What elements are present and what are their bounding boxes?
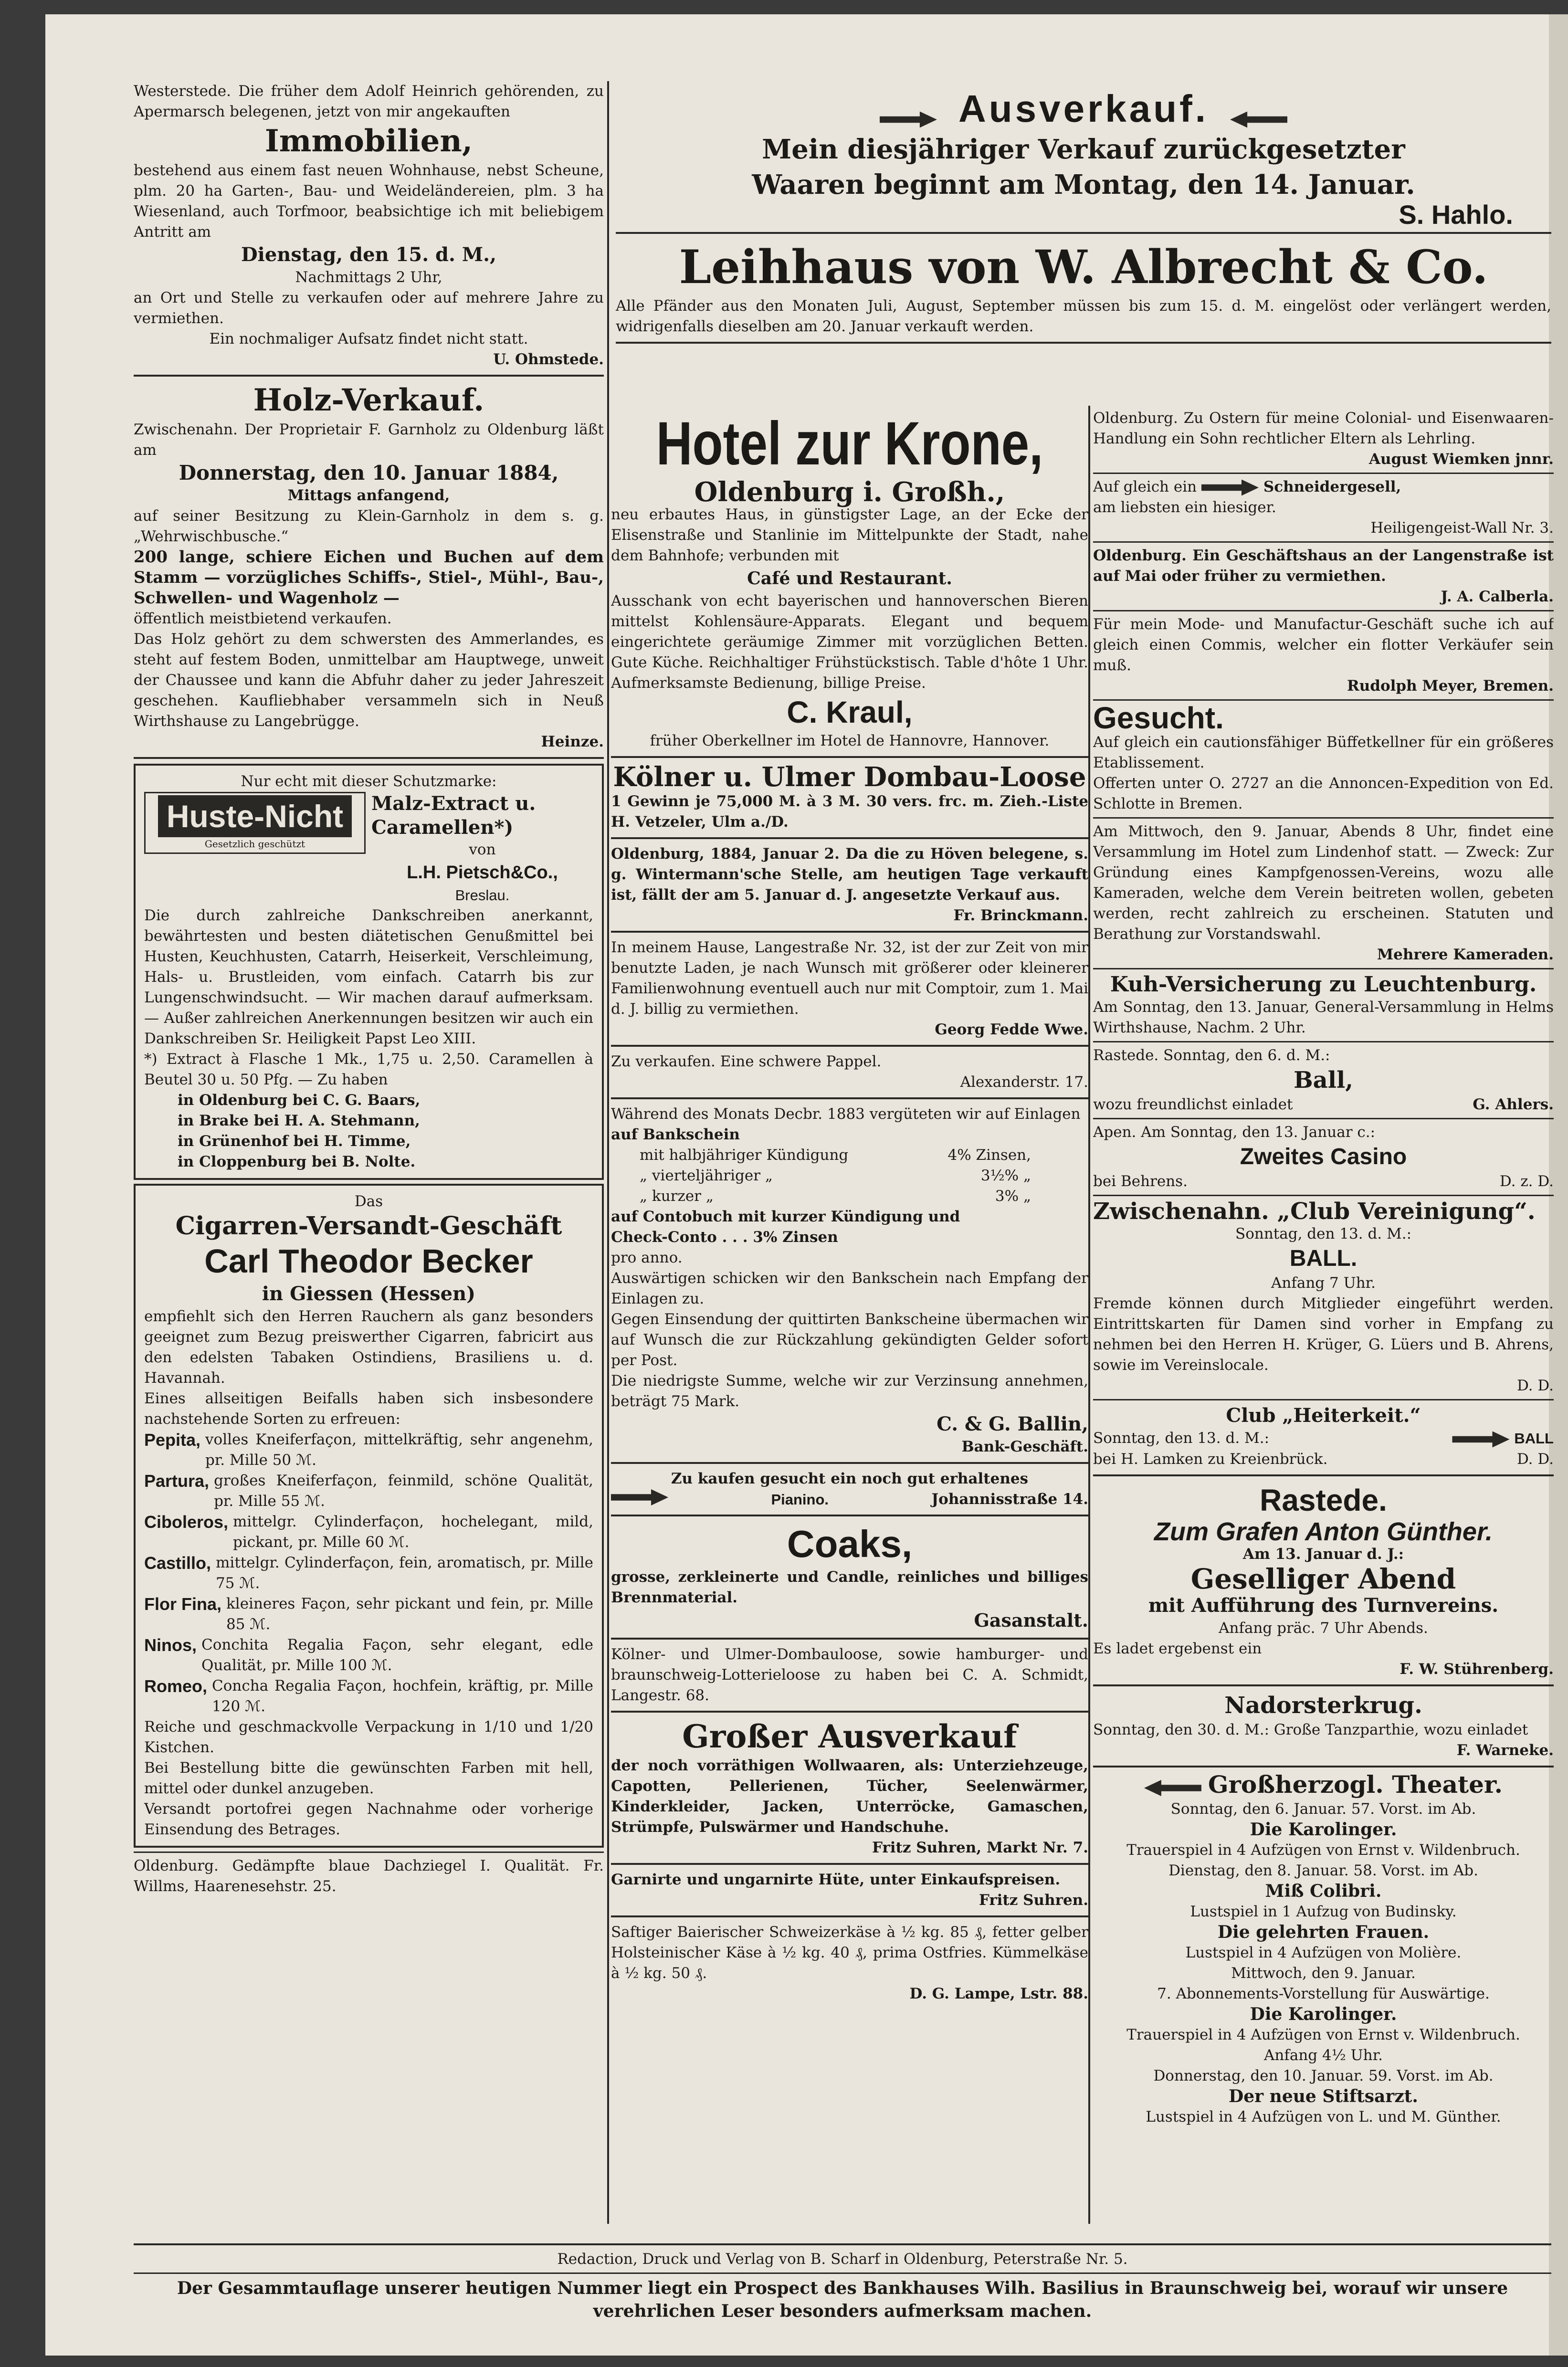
theater-program — [1093, 1799, 1554, 2127]
top-banner — [616, 81, 1551, 348]
club-sign: D. D. — [1516, 1377, 1554, 1394]
huste-nicht-ad — [134, 764, 604, 1180]
cig-item — [144, 1430, 593, 1471]
kaese-sign: D. G. Lampe, Lstr. 88. — [909, 1985, 1088, 2002]
leihhaus-text: Alle Pfänder aus den Monaten Juli, August, September müssen bis zum 15. d. M. eingelöst oder verlängert werden, widrigenfalls dieselben am 20. Januar verkauft werden. — [616, 297, 1551, 335]
meyer-text: Für mein Mode- und Manufactur-Geschäft suche ich auf gleich einen Commis, welcher ein flotter Verkäufer sein muß. — [1093, 616, 1554, 674]
huete-sign: Fritz Suhren. — [979, 1892, 1088, 1909]
rastede-line: Rastede. Sonntag, den 6. d. M.: — [1093, 1047, 1330, 1064]
holz-date: Donnerstag, den 10. Januar 1884, — [179, 461, 559, 484]
hotel-title: Hotel zur Krone, — [656, 410, 1043, 478]
cig-item-name: Flor Fina, — [144, 1594, 221, 1614]
bank-sign: C. & G. Ballin, — [937, 1413, 1088, 1435]
cigarren-ad — [134, 1184, 604, 1848]
bank-conto: auf Contobuch mit kurzer Kündigung und — [611, 1208, 960, 1225]
column-rule — [607, 81, 609, 2224]
theater-line: Die gelehrten Frauen. — [1217, 1922, 1430, 1942]
bank-rate-value: 4% Zinsen, — [947, 1147, 1031, 1164]
theater-line: Anfang 4½ Uhr. — [1264, 2047, 1383, 2064]
theater-line: Die Karolinger. — [1250, 1820, 1397, 1840]
geselliger-abend: Geselliger Abend — [1190, 1563, 1456, 1595]
pappel-addr: Alexanderstr. 17. — [960, 1073, 1088, 1091]
theater-line: Miß Colibri. — [1265, 1881, 1382, 1901]
bank-rate-label: „ kurzer „ — [640, 1188, 714, 1205]
theater-line: Lustspiel in 4 Aufzügen von L. und M. Günther. — [1146, 2108, 1501, 2125]
cig-item-desc: Conchita Regalia Façon, sehr elegant, edle Qualität, pr. Mille 100 ℳ. — [201, 1636, 593, 1674]
gesucht-text: Offerten unter O. 2727 an die Annoncen-Expedition von Ed. Schlotte in Bremen. — [1093, 775, 1554, 812]
casino-loc: bei Behrens. — [1093, 1173, 1188, 1190]
gross-ausverkauf-text: der noch vorräthigen Wollwaaren, als: Unterziehzeuge, Capotten, Pellerienen, Tücher, Seelenwärmer, Kinderkleider, Jacken, Unterröcke, Gamaschen, Strümpfe, Pulswärmer und Handschuhe. — [611, 1757, 1088, 1836]
piano-addr: Johannisstraße 14. — [931, 1491, 1088, 1508]
cig-item-name: Romeo, — [144, 1676, 208, 1696]
kameraden-text: Am Mittwoch, den 9. Januar, Abends 8 Uhr, findet eine Versammlung im Hotel zum Lindenhof statt. — Zweck: Zur Gründung eines Kampfgenossen-Vereins, wozu alle Kameraden, welche dem Verein beitreten wollen, gebeten werden, recht zahlreich zu erscheinen. Statuten und Berathung zur Vorstandswahl. — [1093, 823, 1554, 943]
theater-line: Lustspiel in 4 Aufzügen von Molière. — [1185, 1944, 1462, 1961]
gesucht-text: Auf gleich ein cautionsfähiger Büffetkellner für ein größeres Etablissement. — [1093, 734, 1554, 771]
wintermann-text: Oldenburg, 1884, Januar 2. Da die zu Höven belegene, s. g. Wintermann'sche Stelle, am heutigen Tage verkauft ist, fällt der am 5. Januar d. J. angesetzte Verkauf aus. — [611, 845, 1088, 904]
kameraden-sign: Mehrere Kameraden. — [1377, 946, 1554, 963]
huste-dealers — [144, 1090, 593, 1172]
cig-item-name: Ninos, — [144, 1635, 197, 1655]
nador-sign: F. Warneke. — [1456, 1742, 1554, 1759]
guenther-text: Es ladet ergebenst ein — [1093, 1640, 1262, 1657]
imprint: Redaction, Druck und Verlag von B. Scharf in Oldenburg, Peterstraße Nr. 5. — [557, 2251, 1128, 2268]
cig-item-desc: mittelgr. Cylinderfaçon, hochelegant, mild, pickant, pr. Mille 60 ℳ. — [233, 1513, 593, 1551]
bank-rate-value: 3% „ — [995, 1188, 1031, 1205]
holz-signature: Heinze. — [541, 733, 604, 750]
holz-text: öffentlich meistbietend verkaufen. — [134, 610, 392, 627]
theater-line: Dienstag, den 8. Januar. 58. Vorst. im Ab. — [1168, 1862, 1478, 1879]
fedde-sign: Georg Fedde Wwe. — [935, 1021, 1088, 1038]
ausverkauf-line: Mein diesjähriger Verkauf zurückgesetzter — [762, 134, 1405, 165]
huste-head: Nur echt mit dieser Schutzmarke: — [241, 773, 497, 790]
bank-text: Während des Monats Decbr. 1883 vergüteten wir auf Einlagen — [611, 1105, 1081, 1123]
huste-dealer: in Grünenhof bei H. Timme, — [178, 1133, 411, 1150]
hotel-owner-text: früher Oberkellner im Hotel de Hannovre, Hannover. — [650, 732, 1050, 749]
cig-item — [144, 1512, 593, 1553]
calberla-sign: J. A. Calberla. — [1441, 588, 1554, 605]
piano-text: Zu kaufen gesucht ein noch gut erhaltenes — [671, 1470, 1029, 1487]
wiemken-sign: August Wiemken jnnr. — [1368, 451, 1554, 468]
cig-title: Cigarren-Versandt-Geschäft — [175, 1211, 562, 1241]
casino-title: Zweites Casino — [1240, 1144, 1407, 1169]
kuh-title: Kuh-Versicherung zu Leuchtenburg. — [1110, 972, 1537, 997]
wiemken-text: Oldenburg. Zu Ostern für meine Colonial- und Eisenwaaren-Handlung ein Sohn rechtlicher Eltern als Lehrling. — [1093, 410, 1554, 447]
bank-rate-label: mit halbjähriger Kündigung — [640, 1147, 849, 1164]
guenther-title: Zum Grafen Anton Günther. — [1154, 1517, 1493, 1546]
gross-ausverkauf-sign: Fritz Suhren, Markt Nr. 7. — [872, 1839, 1088, 1856]
huste-city: Breslau. — [455, 887, 510, 904]
hotel-city: Oldenburg i. Großh., — [694, 476, 1005, 508]
pointing-hand-icon — [1452, 1431, 1509, 1448]
cig-text: Reiche und geschmackvolle Verpackung in 1/10 und 1/20 Kistchen. — [144, 1718, 593, 1756]
hotel-text: Ausschank von echt bayerischen und hannoverschen Bieren mittelst Kohlensäure-Apparats. Elegant und bequem eingerichtete geräumige Zimmer mit vorzüglichen Betten. Gute Küche. Reichhaltiger Frühstückstisch. Table d'hôte 1 Uhr. Aufmerksamste Bedienung, billige Preise. — [611, 592, 1088, 692]
pointing-hand-icon — [611, 1489, 668, 1505]
cig-item-desc: Concha Regalia Façon, hochfein, kräftig, pr. Mille 120 ℳ. — [212, 1677, 593, 1715]
theater-line: Mittwoch, den 9. Januar. — [1231, 1965, 1416, 1982]
pointing-hand-icon — [1144, 1780, 1201, 1796]
cig-item — [144, 1553, 593, 1594]
cig-name: Carl Theodor Becker — [204, 1242, 533, 1280]
heiterkeit-title: Club „Heiterkeit.“ — [1226, 1404, 1421, 1427]
cig-item — [144, 1676, 593, 1717]
auffuehrung: mit Aufführung des Turnvereins. — [1148, 1594, 1499, 1617]
ausverkauf-line: Waaren beginnt am Montag, den 14. Januar. — [752, 169, 1415, 200]
holz-text: auf seiner Besitzung zu Klein-Garnholz in dem s. g. „Wehrwischbusche.“ — [134, 507, 604, 545]
huste-text: Die durch zahlreiche Dankschreiben anerkannt, bewährtesten und besten diätetischen Genußmittel bei Husten, Keuchhusten, Catarrh, Heiserkeit, Verschleimung, Hals- u. Brustleiden, vom einfach. Catarrh bis zur Lungenschwindsucht. — Wir machen darauf aufmerksam. — Außer zahlreichen Anerkennungen besitzen wir auch ein Dankschreiben Sr. Heiligkeit Papst Leo XIII. — [144, 907, 593, 1047]
kuh-text: Am Sonntag, den 13. Januar, General-Versammlung in Helms Wirthshause, Nachm. 2 Uhr. — [1093, 999, 1554, 1036]
cig-item-name: Pepita, — [144, 1430, 201, 1450]
coaks-title: Coaks, — [787, 1523, 913, 1565]
kaese-text: Saftiger Baierischer Schweizerkäse à ½ kg. 85 ₰, fetter gelber Holsteinischer Käse à ½ kg. 40 ₰, prima Ostfries. Kümmelkäse à ½ kg. 50 ₰. — [611, 1924, 1088, 1982]
coaks-text: grosse, zerkleinerte und Candle, reinliches und billiges Brennmaterial. — [611, 1568, 1088, 1606]
immobilien-text: Ein nochmaliger Aufsatz findet nicht statt. — [209, 330, 528, 347]
club-text: Fremde können durch Mitglieder eingeführt werden. Eintrittskarten für Damen sind vorher in Empfang zu nehmen bei den Herren H. Krüger, G. Lüers und B. Ahrens, sowie im Vereinslocale. — [1093, 1295, 1554, 1374]
bank-rate-row — [611, 1145, 1088, 1166]
huste-firm: L.H. Pietsch&Co., — [407, 863, 558, 883]
bank-text: Die niedrigste Summe, welche wir zur Verzinsung annehmen, beträgt 75 Mark. — [611, 1372, 1088, 1410]
hotel-owner: C. Kraul, — [787, 695, 913, 729]
immobilien-signature: U. Ohmstede. — [493, 351, 604, 368]
theater-line: Donnerstag, den 10. Januar. 59. Vorst. im Ab. — [1153, 2067, 1494, 2084]
holz-title: Holz-Verkauf. — [253, 382, 484, 418]
loose-title: Kölner u. Ulmer Dombau-Loose — [613, 761, 1086, 793]
column-2 — [611, 408, 1088, 2219]
holz-text: Zwischenahn. Der Proprietair F. Garnholz zu Oldenburg läßt am — [134, 421, 604, 459]
dombau-text: Kölner- und Ulmer-Dombauloose, sowie hamburger- und braunschweig-Lotterieloose zu haben bei C. A. Schmidt, Langestr. 68. — [611, 1646, 1088, 1704]
bank-rate-value: 3½% „ — [980, 1167, 1031, 1184]
heiterkeit-text: Sonntag, den 13. d. M.: — [1093, 1430, 1270, 1447]
immobilien-title: Immobilien, — [264, 123, 473, 159]
huste-dealer: in Oldenburg bei C. G. Baars, — [178, 1092, 421, 1109]
heiterkeit-sign: D. D. — [1516, 1451, 1554, 1468]
bank-anno: pro anno. — [611, 1249, 683, 1266]
cig-item — [144, 1635, 593, 1676]
theater-line: Lustspiel in 1 Aufzug von Budinsky. — [1190, 1903, 1457, 1920]
ausverkauf-title: Ausverkauf. — [958, 87, 1209, 130]
holz-time: Mittags anfangend, — [287, 487, 450, 504]
loose-text: 1 Gewinn je 75,000 M. à 3 M. 30 vers. frc. m. Zieh.-Liste H. Vetzeler, Ulm a./D. — [611, 793, 1088, 831]
bank-rates — [611, 1145, 1088, 1207]
piano-word: Pianino. — [771, 1491, 829, 1508]
immobilien-text: bestehend aus einem fast neuen Wohnhause, nebst Scheune, plm. 20 ha Garten-, Bau- und Weideländereien, plm. 3 ha Wiesenland, auch Torfmoor, beabsichtige ich mit beliebigem Antritt am — [134, 162, 604, 241]
bank-rate-label: „ vierteljähriger „ — [640, 1167, 773, 1184]
gesucht-title: Gesucht. — [1093, 701, 1224, 735]
huste-price: *) Extract à Flasche 1 Mk., 1,75 u. 2,50. Caramellen à Beutel 30 u. 50 Pfg. — Zu haben — [144, 1051, 593, 1088]
cig-city: in Giessen (Hessen) — [262, 1283, 476, 1305]
cig-item-desc: mittelgr. Cylinderfaçon, fein, aromatisch, pr. Mille 75 ℳ. — [216, 1554, 593, 1592]
meyer-sign: Rudolph Meyer, Bremen. — [1347, 677, 1554, 694]
pointing-hand-icon — [880, 112, 937, 128]
column-rule — [1088, 406, 1090, 2224]
huste-dealer: in Brake bei H. A. Stehmann, — [178, 1112, 420, 1129]
pappel-text: Zu verkaufen. Eine schwere Pappel. — [611, 1053, 882, 1070]
rastede-title: Rastede. — [1260, 1483, 1387, 1517]
hotel-cafe: Café und Restaurant. — [747, 568, 952, 589]
theater-line: Sonntag, den 6. Januar. 57. Vorst. im Ab. — [1170, 1800, 1476, 1818]
cig-item-desc: kleineres Façon, sehr pickant und fein, pr. Mille 85 ℳ. — [226, 1595, 593, 1633]
cig-text: Versandt portofrei gegen Nachnahme oder vorherige Einsendung des Betrages. — [144, 1800, 593, 1838]
pointing-hand-icon — [1201, 480, 1259, 496]
heiterkeit-ball: BALL — [1514, 1430, 1554, 1447]
schneider-word: Schneidergesell, — [1263, 478, 1401, 495]
bank-rate-row — [611, 1186, 1088, 1207]
cig-text: empfiehlt sich den Herren Rauchern als ganz besonders geeignet zum Bezug preiswerther Cigarren, fabricirt aus den edelsten Tabaken Ostindiens, Brasiliens u. d. Havannah. — [144, 1308, 593, 1387]
column-1 — [134, 81, 604, 2219]
theater-line: Trauerspiel in 4 Aufzügen von Ernst v. Wildenbruch. — [1126, 1841, 1520, 1859]
footer-note: Der Gesammtauflage unserer heutigen Nummer liegt ein Prospect des Bankhauses Wilh. Basilius in Braunschweig bei, worauf wir unsere verehrlichen Leser besonders aufmerksam machen. — [177, 2278, 1508, 2321]
calberla-text: Oldenburg. Ein Geschäftshaus an der Langenstraße ist auf Mai oder früher zu vermiethen. — [1093, 547, 1554, 585]
westerstede-text: Westerstede. Die früher dem Adolf Heinrich gehörenden, zu Apermarsch belegenen, jetzt von mir angekauften — [134, 83, 604, 120]
cig-text: Bei Bestellung bitte die gewünschten Farben mit hell, mittel oder dunkel anzugeben. — [144, 1759, 593, 1797]
ausverkauf-signature: S. Hahlo. — [1399, 200, 1513, 230]
cig-item — [144, 1594, 593, 1635]
hotel-text: neu erbautes Haus, in günstigster Lage, an der Ecke der Elisenstraße und Stanlinie im Mittelpunkte der Stadt, nahe dem Bahnhofe; verbunden mit — [611, 506, 1088, 564]
leihhaus-title: Leihhaus von W. Albrecht & Co. — [679, 240, 1488, 294]
immobilien-text: an Ort und Stelle zu verkaufen oder auf mehrere Jahre zu vermiethen. — [134, 289, 604, 327]
footer — [134, 2243, 1551, 2323]
ball-text: wozu freundlichst einladet — [1093, 1096, 1293, 1113]
cig-item-name: Ciboleros, — [144, 1512, 229, 1532]
holz-text: Das Holz gehört zu dem schwersten des Ammerlandes, es steht auf festem Boden, unmittelbar am Hauptwege, unweit der Chaussee und kann die Abfuhr daher zu jeder Jahreszeit geschehen. Kaufliebhaber versammeln sich in Neuß Wirthshause zu Langebrügge. — [134, 631, 604, 730]
huste-logo: Huste-Nicht Gesetzlich geschützt — [144, 792, 366, 854]
theater-line: 7. Abonnements-Vorstellung für Auswärtige. — [1157, 1985, 1490, 2002]
cig-item-desc: großes Kneiferfaçon, feinmild, schöne Qualität, pr. Mille 55 ℳ. — [214, 1472, 593, 1510]
gross-ausverkauf-title: Großer Ausverkauf — [682, 1718, 1017, 1755]
club-ball: BALL. — [1289, 1246, 1358, 1271]
huete-text: Garnirte und ungarnirte Hüte, unter Einkaufspreisen. — [611, 1871, 1061, 1888]
guenther-date: Am 13. Januar d. J.: — [1242, 1546, 1404, 1563]
bank-text: Gegen Einsendung der quittirten Bankscheine übermachen wir auf Wunsch die zur Rückzahlung gekündigten Gelder sofort per Post. — [611, 1311, 1088, 1369]
heiterkeit-loc: bei H. Lamken zu Kreienbrück. — [1093, 1451, 1328, 1468]
theater-line: Trauerspiel in 4 Aufzügen von Ernst v. Wildenbruch. — [1126, 2026, 1520, 2043]
nador-title: Nadorsterkrug. — [1224, 1692, 1422, 1719]
huste-von: von — [469, 841, 496, 858]
schneider-text: am liebsten ein hiesiger. — [1093, 499, 1276, 516]
bank-text: Auswärtigen schicken wir den Bankschein nach Empfang der Einlagen zu. — [611, 1270, 1088, 1307]
cig-item-desc: volles Kneiferfaçon, mittelkräftig, sehr angenehm, pr. Mille 50 ℳ. — [205, 1431, 593, 1469]
cig-das: Das — [354, 1193, 383, 1210]
ball-sign: G. Ahlers. — [1473, 1096, 1554, 1113]
club-date: Sonntag, den 13. d. M.: — [1235, 1225, 1412, 1242]
theater-title: Großherzogl. Theater. — [1208, 1770, 1503, 1799]
bank-rate-row — [611, 1166, 1088, 1186]
nador-text: Sonntag, den 30. d. M.: Große Tanzparthie, wozu einladet — [1093, 1721, 1528, 1738]
club-time: Anfang 7 Uhr. — [1271, 1274, 1376, 1292]
schneider-text: Auf gleich ein — [1093, 478, 1197, 495]
cig-list — [144, 1430, 593, 1717]
wintermann-sign: Fr. Brinckmann. — [953, 907, 1088, 924]
theater-line: Der neue Stiftsarzt. — [1229, 2086, 1418, 2106]
guenther-time: Anfang präc. 7 Uhr Abends. — [1219, 1620, 1428, 1637]
club-title: Zwischenahn. „Club Vereinigung“. — [1093, 1198, 1536, 1225]
column-3 — [1093, 408, 1554, 2219]
bank-sign2: Bank-Geschäft. — [961, 1438, 1088, 1455]
coaks-sign: Gasanstalt. — [974, 1610, 1088, 1631]
bank-check: Check-Conto . . . 3% Zinsen — [611, 1229, 838, 1246]
ball-title: Ball, — [1294, 1067, 1353, 1094]
apen-line: Apen. Am Sonntag, den 13. Januar c.: — [1093, 1124, 1376, 1141]
casino-sign: D. z. D. — [1499, 1173, 1554, 1190]
cig-item-name: Partura, — [144, 1471, 210, 1491]
huste-product: Malz-Extract u. Caramellen*) — [371, 792, 536, 839]
ziegel-text: Oldenburg. Gedämpfte blaue Dachziegel I. Qualität. Fr. Willms, Haarenesehstr. 25. — [134, 1857, 604, 1895]
huste-dealer: in Cloppenburg bei B. Nolte. — [178, 1153, 416, 1170]
schneider-addr: Heiligengeist-Wall Nr. 3. — [1370, 519, 1554, 537]
fedde-text: In meinem Hause, Langestraße Nr. 32, ist der zur Zeit von mir benutzte Laden, je nach Wunsch mit größerer oder kleinerer Familienwohnung eventuell auch nur mit Comptoir, zum 1. Mai d. J. billig zu vermiethen. — [611, 939, 1088, 1018]
theater-line: Die Karolinger. — [1250, 2004, 1397, 2024]
immobilien-date: Dienstag, den 15. d. M., — [241, 243, 497, 266]
immobilien-time: Nachmittags 2 Uhr, — [295, 269, 442, 286]
cig-text: Eines allseitigen Beifalls haben sich insbesondere nachstehende Sorten zu erfreuen: — [144, 1390, 593, 1428]
holz-text: 200 lange, schiere Eichen und Buchen auf dem Stamm — vorzügliches Schiffs-, Stiel-, Mühl-, Bau-, Schwellen- und Wagenholz — — [134, 547, 604, 608]
cig-item-name: Castillo, — [144, 1553, 211, 1573]
pointing-hand-icon — [1230, 112, 1287, 128]
cig-item — [144, 1471, 593, 1512]
bank-sub: auf Bankschein — [611, 1126, 740, 1143]
guenther-sign: F. W. Stührenberg. — [1400, 1661, 1554, 1678]
